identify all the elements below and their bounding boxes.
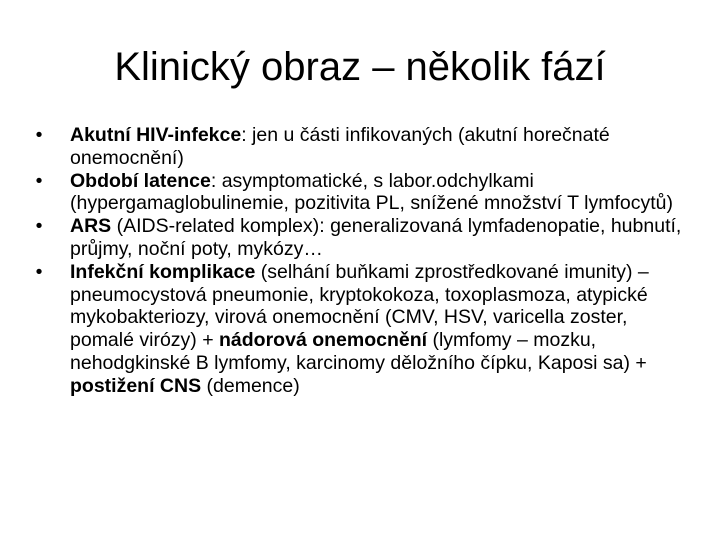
bullet-icon: • bbox=[35, 169, 43, 192]
bullet-term-tumors: nádorová onemocnění bbox=[219, 329, 428, 352]
bullet-text-cns: (demence) bbox=[201, 374, 300, 397]
bullet-term: ARS bbox=[70, 215, 112, 238]
slide-title: Klinický obraz – několik fází bbox=[114, 45, 606, 89]
bullet-text: : asymptomatické, s labor.odchylkami (hypergamaglobulinemie, pozitivita PL, snížené množství T lymfocytů) bbox=[70, 169, 673, 215]
bullet-item bbox=[35, 260, 690, 398]
bullet-item bbox=[35, 169, 690, 216]
bullet-list bbox=[35, 124, 690, 398]
bullet-text: (selhání buňkami zprostředkované imunity) – pneumocystová pneumonie, kryptokokoza, toxoplasmoza, atypické mykobakteriozy, virová onemocnění (CMV, HSV, varicella zoster, pomalé virózy) + bbox=[70, 260, 649, 352]
bullet-term-cns: postižení CNS bbox=[70, 374, 202, 397]
bullet-text: : jen u části infikovaných (akutní horečnaté onemocnění) bbox=[70, 124, 610, 169]
bullet-term: Infekční komplikace bbox=[70, 260, 256, 283]
bullet-text-tumors: (lymfomy – mozku, nehodgkinské B lymfomy, karcinomy děložního čípku, Kaposi sa) + bbox=[70, 329, 647, 374]
bullet-term: Období latence bbox=[70, 169, 211, 192]
bullet-term: Akutní HIV-infekce bbox=[70, 124, 242, 146]
bullet-text: (AIDS-related komplex): generalizovaná lymfadenopatie, hubnutí, průjmy, noční poty, mykózy… bbox=[70, 215, 682, 260]
bullet-icon: • bbox=[35, 124, 43, 146]
bullet-item bbox=[35, 124, 690, 170]
bullet-icon: • bbox=[35, 260, 43, 283]
bullet-icon: • bbox=[35, 215, 43, 238]
bullet-item bbox=[35, 215, 690, 261]
